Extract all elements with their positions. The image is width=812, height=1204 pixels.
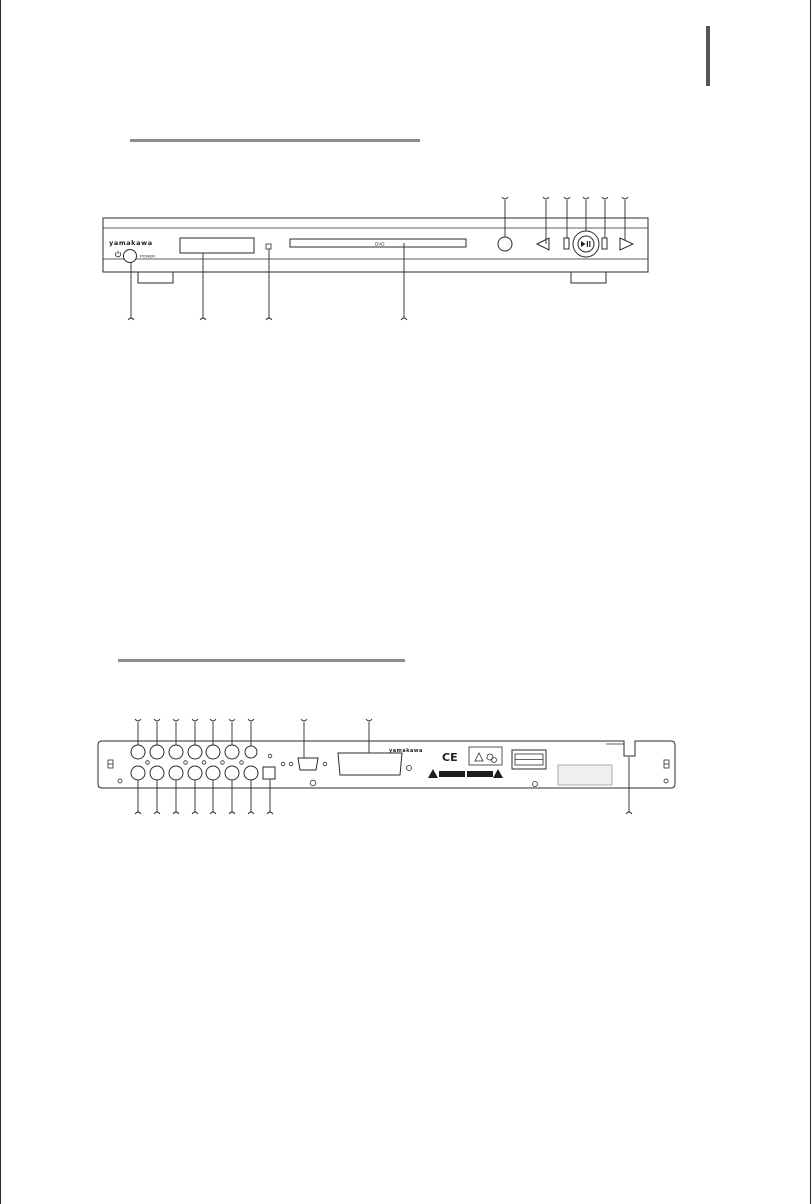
callout-line — [229, 780, 235, 814]
front-panel-section-bar — [130, 139, 420, 142]
callout-line — [626, 757, 632, 814]
rca-jack — [131, 766, 145, 780]
voltage-selector — [512, 750, 546, 769]
power-label: POWER — [140, 253, 156, 259]
screw-hole-icon — [184, 761, 188, 765]
rear-panel-drawing — [98, 719, 675, 814]
serial-port — [289, 758, 327, 770]
disc-tray-label: DVD — [375, 241, 385, 247]
next-icon — [620, 238, 633, 250]
jack-spacer-holes — [146, 754, 285, 766]
screw-hole-icon — [202, 761, 206, 765]
rating-label — [558, 765, 612, 785]
power-button — [124, 250, 137, 263]
power-symbol-icon — [115, 251, 120, 257]
front-panel-drawing — [103, 197, 648, 320]
callout-line — [366, 719, 372, 753]
callout-line — [192, 780, 198, 814]
rca-jack — [244, 766, 258, 780]
screw-hole-icon — [118, 779, 122, 783]
rca-jack — [225, 745, 239, 759]
rca-jack — [188, 766, 202, 780]
callout-line — [502, 197, 508, 237]
callout-line — [200, 253, 206, 320]
front-top-callouts — [502, 197, 628, 244]
warning-strip — [428, 769, 503, 778]
mount-icon-right — [664, 760, 669, 768]
front-bottom-callouts — [128, 243, 407, 320]
rear-top-callouts — [135, 719, 372, 758]
chapter-tab-marker — [706, 26, 710, 86]
screw-hole-icon — [533, 782, 538, 787]
rear-brand-logo: yamakawa — [389, 748, 423, 754]
rca-jack — [131, 745, 145, 759]
warning-bar — [439, 771, 465, 777]
screw-hole-icon — [281, 762, 285, 766]
rear-bottom-callouts — [135, 757, 632, 814]
screw-hole-icon — [407, 766, 412, 771]
jog-outer-ring — [573, 231, 599, 257]
rca-jack — [188, 745, 202, 759]
callout-line — [266, 249, 272, 320]
rca-jack — [150, 745, 164, 759]
rca-jack — [150, 766, 164, 780]
callout-line — [128, 262, 134, 320]
jog-inner-button — [578, 236, 594, 252]
callout-line — [173, 780, 179, 814]
front-foot-right — [571, 272, 606, 283]
rca-jack — [169, 766, 183, 780]
rca-jack — [245, 746, 257, 758]
remote-sensor — [266, 244, 271, 249]
play-pause-icon — [581, 241, 590, 247]
open-close-button — [498, 237, 512, 251]
callout-line — [248, 719, 254, 746]
screw-hole-icon — [268, 754, 272, 758]
screw-hole-icon — [240, 761, 244, 765]
rca-jack — [206, 766, 220, 780]
rear-panel-section-bar — [118, 659, 405, 662]
rca-jack — [225, 766, 239, 780]
callout-line — [154, 780, 160, 814]
warning-triangle-icon — [493, 769, 503, 778]
callout-line — [301, 719, 307, 758]
callout-line — [210, 780, 216, 814]
jack-row-bottom — [131, 766, 275, 780]
mount-icon-left — [108, 760, 113, 768]
screw-hole-icon — [664, 779, 668, 783]
jack-row-top — [131, 745, 257, 759]
callout-line — [248, 780, 254, 814]
recycle-label-icon — [469, 747, 502, 765]
play-pause-jog — [573, 231, 599, 257]
rca-jack — [169, 745, 183, 759]
optical-output — [263, 767, 275, 779]
previous-icon — [537, 238, 549, 250]
front-foot-left — [138, 272, 173, 283]
skip-button — [602, 238, 607, 249]
callout-line — [583, 197, 589, 231]
screw-hole-icon — [221, 761, 225, 765]
warning-triangle-icon — [428, 769, 438, 778]
front-brand-logo: yamakawa — [109, 239, 153, 247]
scart-connector — [338, 753, 402, 775]
callout-line — [267, 779, 273, 814]
callout-line — [543, 197, 549, 244]
stop-button — [564, 238, 569, 249]
callout-line — [401, 243, 407, 320]
callout-line — [135, 780, 141, 814]
warning-bar — [467, 771, 493, 777]
screw-hole-icon — [310, 780, 316, 786]
ce-mark: CE — [442, 751, 458, 764]
rca-jack — [206, 745, 220, 759]
display-window — [180, 238, 254, 253]
screw-hole-icon — [146, 761, 150, 765]
